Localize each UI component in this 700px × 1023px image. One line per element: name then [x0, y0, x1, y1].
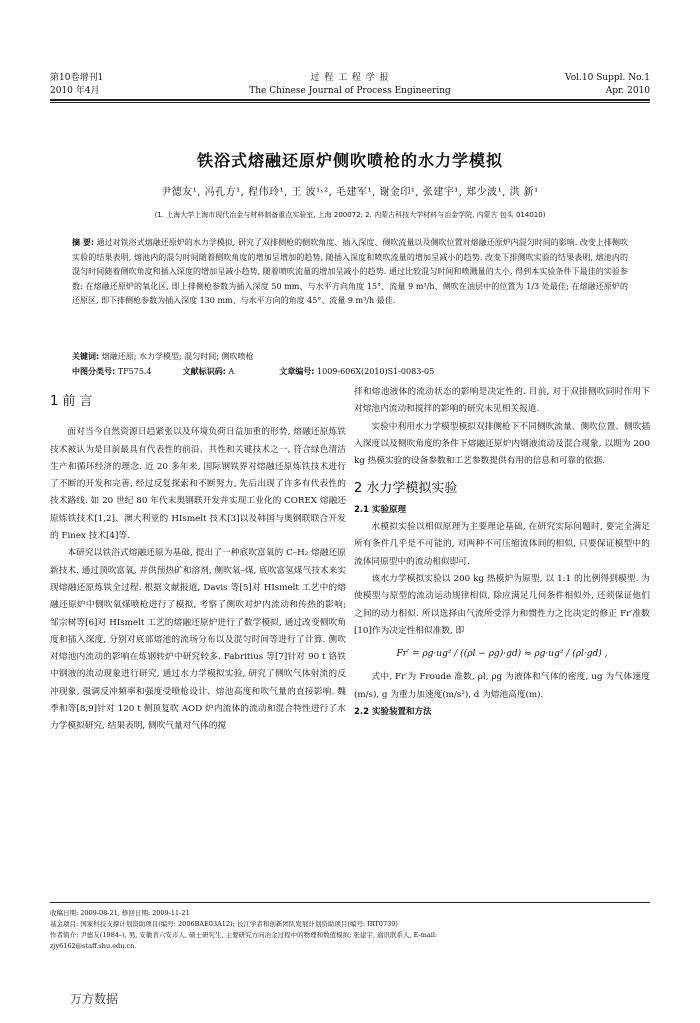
- abstract-text: 通过对铁浴式熔融还原炉的水力学模拟, 研究了双排侧枪的侧吹角度、插入深度、侧吹流量以及侧吹位置对熔融还原炉内混匀时间的影响. 改变上排侧吹实验的结果表明, 熔池内的混匀时间随着侧吹角度的增加呈增加的趋势, 随插入深度和喷吹流量的增加呈减小的趋势. 改变下排侧吹实验的结果表明, 熔池内的混匀时间随着侧吹角度和插入深度的增加呈减小趋势, 随着喷吹流量的增加呈减小的趋势. 通过比较混匀时间和喷溅量的大小, 得到本实验条件下最佳的实验参数: 在熔融还原炉的氧化区, 即上排侧枪参数为插入深度 50 mm、与水平方向角度 15°、流量 9 m³/h、侧吹在油层中的位置为 1/3 处最佳; 在熔融还原炉的还原区, 即下排侧枪参数为插入深度 130 mm、与水平方向的角度 45°、流量 9 m³/h 最佳.: [72, 238, 628, 305]
- article-no-value: 1009-606X(2010)S1-0083-05: [317, 367, 435, 376]
- footnote: [50, 908, 650, 952]
- doc-code-value: A: [228, 367, 235, 376]
- footnote-funding: 基金项目: 国家科技支撑计划资助项目(编号: 2006BAE03A12); 长江学者和创新团队发展计划资助项目(编号: IRT0739): [50, 920, 398, 928]
- principle-paragraph-2: 该水力学模拟实验以 200 kg 热模炉为原型, 以 1:1 的比例得到模型. 为使模型与原型的流动运动规律相似, 除应满足几何条件相似外, 还须保证他们之间的动力相似. 所以选择由气流所受浮力和惯性力之比决定的修正 Fr′准数[10]作为决定性相似准数, 即: [354, 573, 650, 636]
- watermark-text: 万方数据: [70, 992, 119, 1006]
- froude-formula: Fr′ = ρg·ug² / ((ρl − ρg)·gd) ≈ ρg·ug² / (ρl·gd) ,: [396, 649, 608, 660]
- intro-paragraph-2: 本研究以铁浴式熔融还原为基础, 提出了一种底吹富氧的 C–H₂ 熔融还原新技术. 通过顶吹富氧, 并供预热矿和溶剂, 侧吹氧–煤, 底吹富氢煤气技术来实现熔融还原炼铁全过程. 根据文献报道, Davis 等[5]对 HIsmelt 工艺中的熔融还原炉中侧吹氧煤喷枪进行了模拟, 考察了侧吹对炉内流动和传热的影响; 邹宗树等[6]对 HIsmelt 工艺的熔融还原炉进行了数学模拟, 通过改变侧吹角度和插入深度, 分别对底部熔池的流场分布以及混匀时间等进行了计算. 侧吹对熔池内流动的影响在炼钢转炉中研究较多. Fabritius 等[7]针对 90 t 铬铁中钢液的流动现象进行研究, 通过水力学模拟实验, 研究了侧吹气体射流的反冲现象, 强调反冲频率和强度受喷枪设计、熔池高度和吹气量的直接影响. 魏季和等[8,9]针对 120 t 侧顶复吹 AOD 炉内流体的流动和混合特性进行了水力学模拟研究, 结果表明, 侧吹气量对气体的搅: [50, 548, 346, 732]
- footnote-rule: [50, 902, 650, 903]
- intro-paragraph-1: 面对当今自然资源日趋紧张以及环境负荷日益加重的形势, 熔融还原炼铁技术被认为是目前最具有代表性的前沿、共性和关键技术之一, 符合绿色清洁生产和循环经济的理念. 近 20 多年来, 国际钢铁界对熔融还原炼铁技术进行了不断的开发和完善, 经过反复探索和不断努力, 先后出现了许多有代表性的技术路线. 如 20 世纪 80 年代末奥钢联开发并实现工业化的 COREX 熔融还原炼铁技术[1,2]、澳大利亚的 HIsmelt 技术[3]以及韩国与奥钢联联合开发的 Finex 技术[4]等.: [50, 427, 346, 542]
- doc-code-label: 文献标识码:: [182, 367, 226, 376]
- intro-paragraph-3: 实验中利用水力学模型模拟双排侧枪下不同侧吹流量、侧吹位置、侧吹插入深度以及侧吹角度的条件下熔融还原炉内钢液流动及混合现象, 以期为 200 kg 热模实验的设备参数和工艺参数提供有用的信息和可靠的依据.: [354, 421, 650, 467]
- header-date-cn: 2010 年4月: [50, 86, 100, 96]
- classification-line: [72, 366, 628, 377]
- header-volume-cn: 第10卷增刊1: [50, 73, 104, 83]
- journal-title-cn: 过 程 工 程 学 报: [310, 73, 390, 83]
- clc-label: 中图分类号:: [72, 367, 116, 376]
- affiliation: (1. 上海大学上海市现代冶金与材料制备重点实验室, 上海 200072; 2. 内蒙古科技大学材料与冶金学院, 内蒙古 包头 014010): [154, 211, 546, 219]
- keywords-label: 关键词:: [72, 352, 100, 361]
- subsection-2-1-heading: 2.1 实验原理: [354, 504, 407, 515]
- section-1-heading: 1 前 言: [50, 394, 93, 409]
- principle-paragraph-1: 水模拟实验以相似原理为主要理论基础, 在研究实际问题时, 要完全满足所有条件几乎是不可能的, 对两种不可压缩流体间的相似, 只要保证模型中的流体同原型中的流动相似即可.: [354, 522, 650, 567]
- footnote-dates: 收稿日期: 2009-08-21, 修回日期: 2009-11-21: [50, 909, 190, 917]
- formula-explanation: 式中, Fr′为 Froude 准数, ρl, ρg 为液体和气体的密度, ug 为气体速度(m/s), g 为重力加速度(m/s²), d 为熔池高度(m).: [354, 672, 650, 700]
- clc-value: TF575.4: [117, 367, 152, 376]
- article-no-label: 文章编号:: [279, 367, 315, 376]
- header-rule-bottom: [50, 102, 650, 103]
- paper-title: 铁浴式熔融还原炉侧吹喷枪的水力学模拟: [196, 151, 503, 170]
- journal-title-en: The Chinese Journal of Process Engineering: [249, 86, 451, 96]
- abstract-label: 摘 要:: [72, 238, 95, 247]
- header-volume-en: Vol.10 Suppl. No.1: [565, 73, 650, 83]
- author-list: 尹德友¹, 冯孔方¹, 程伟玲¹, 王 波¹˒², 毛建军¹, 谢金印¹, 张建宇¹, 郑少波¹, 洪 新¹: [161, 187, 539, 198]
- keywords: [72, 351, 628, 362]
- header-rule-top: [50, 99, 650, 101]
- intro-paragraph-continued: 拌和熔池液体的流动状态的影响是决定性的. 目前, 对于双排侧吹同时作用下对熔池内流动和搅拌的影响的研究未见相关报道.: [354, 387, 650, 415]
- section-2-heading: 2 水力学模拟实验: [354, 481, 458, 497]
- abstract: [72, 236, 628, 309]
- footnote-author-bio: 作者简介: 尹德友(1984–), 男, 安徽省六安市人, 硕士研究生, 主要研究方向冶金过程中的物理和数值模拟; 张建宇, 通讯联系人, E-mail:: [50, 931, 438, 939]
- left-column: [50, 393, 346, 736]
- header-date-en: Apr. 2010: [605, 86, 650, 96]
- footnote-email: zjy6162@staff.shu.edu.cn.: [50, 942, 137, 950]
- subsection-2-2-heading: 2.2 实验装置和方法: [354, 707, 432, 718]
- keywords-text: 熔融还原; 水力学模型; 混匀时间; 侧吹喷枪: [101, 352, 254, 361]
- right-column: [354, 384, 650, 721]
